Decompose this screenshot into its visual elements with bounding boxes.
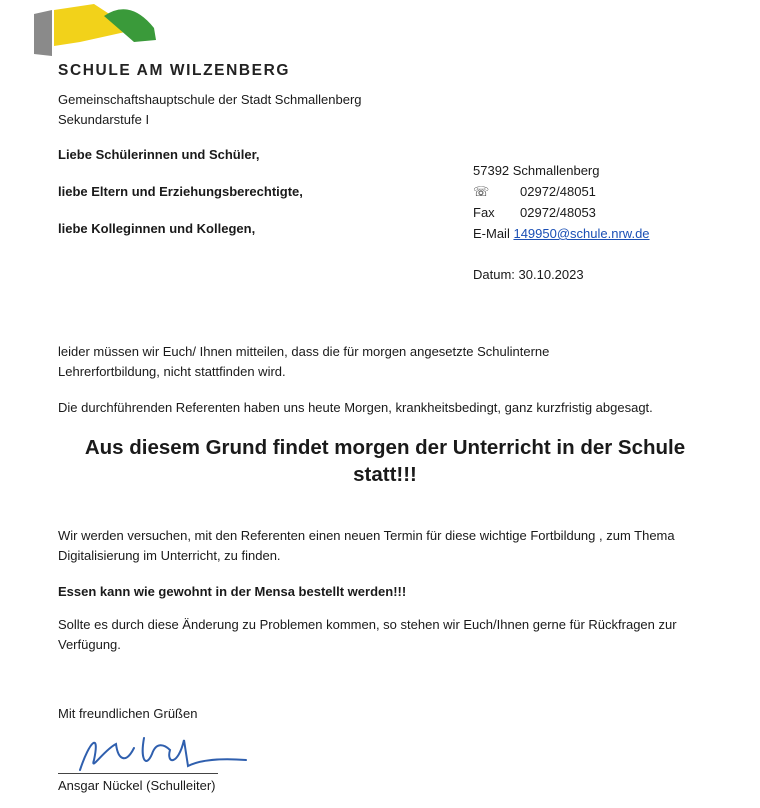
- body-paragraph-4: Essen kann wie gewohnt in der Mensa bestellt werden!!!: [58, 584, 407, 599]
- fax-label: Fax: [473, 205, 495, 220]
- body-paragraph-3: Wir werden versuchen, mit den Referenten einen neuen Termin für diese wichtige Fortbildung , zum Thema Digitalisierung im Unterricht, zu finden.: [58, 528, 675, 563]
- body-paragraph-5: Sollte es durch diese Änderung zu Problemen kommen, so stehen wir Euch/Ihnen gerne für Rückfragen zur Verfügung.: [58, 617, 677, 652]
- email-link[interactable]: 149950@schule.nrw.de: [513, 226, 650, 241]
- date-row: [473, 267, 584, 282]
- school-subtitle-line1: Gemeinschaftshauptschule der Stadt Schmallenberg: [58, 92, 362, 107]
- school-subtitle-line2: Sekundarstufe I: [58, 112, 150, 127]
- school-logo: [34, 2, 158, 58]
- greeting-line-1: Liebe Schülerinnen und Schüler,: [58, 147, 260, 162]
- signature-stroke: [80, 738, 246, 770]
- date-value: 30.10.2023: [518, 267, 584, 282]
- closing-salutation: Mit freundlichen Grüßen: [58, 706, 198, 721]
- school-name: SCHULE AM WILZENBERG: [58, 62, 291, 79]
- contact-city: 57392 Schmallenberg: [473, 163, 600, 178]
- body-paragraph-2: Die durchführenden Referenten haben uns heute Morgen, krankheitsbedingt, ganz kurzfristig abgesagt.: [58, 400, 653, 415]
- announcement-headline: [40, 434, 730, 488]
- signature-line: [58, 773, 218, 774]
- contact-email-row: [473, 226, 650, 241]
- contact-fax-row: [473, 205, 596, 220]
- greeting-line-3: liebe Kolleginnen und Kollegen,: [58, 221, 256, 236]
- contact-fax: 02972/48053: [520, 205, 596, 220]
- date-label: Datum:: [473, 267, 515, 282]
- contact-phone-row: [473, 184, 596, 200]
- telephone-icon: ☏: [473, 184, 490, 199]
- greeting-line-2: liebe Eltern und Erziehungsberechtigte,: [58, 184, 303, 199]
- contact-phone: 02972/48051: [520, 184, 596, 199]
- logo-grey-shape: [34, 10, 52, 56]
- headline-line-1: Aus diesem Grund findet morgen der Unterricht in der Schule: [84, 436, 686, 459]
- signer-name: Ansgar Nückel (Schulleiter): [58, 778, 216, 793]
- body-paragraph-1: leider müssen wir Euch/ Ihnen mitteilen, dass die für morgen angesetzte Schulinterne Lehrerfortbildung, nicht stattfinden wird.: [58, 344, 550, 379]
- email-label: E-Mail: [473, 226, 510, 241]
- headline-line-2: statt!!!: [353, 463, 417, 486]
- signature-image: [60, 720, 260, 780]
